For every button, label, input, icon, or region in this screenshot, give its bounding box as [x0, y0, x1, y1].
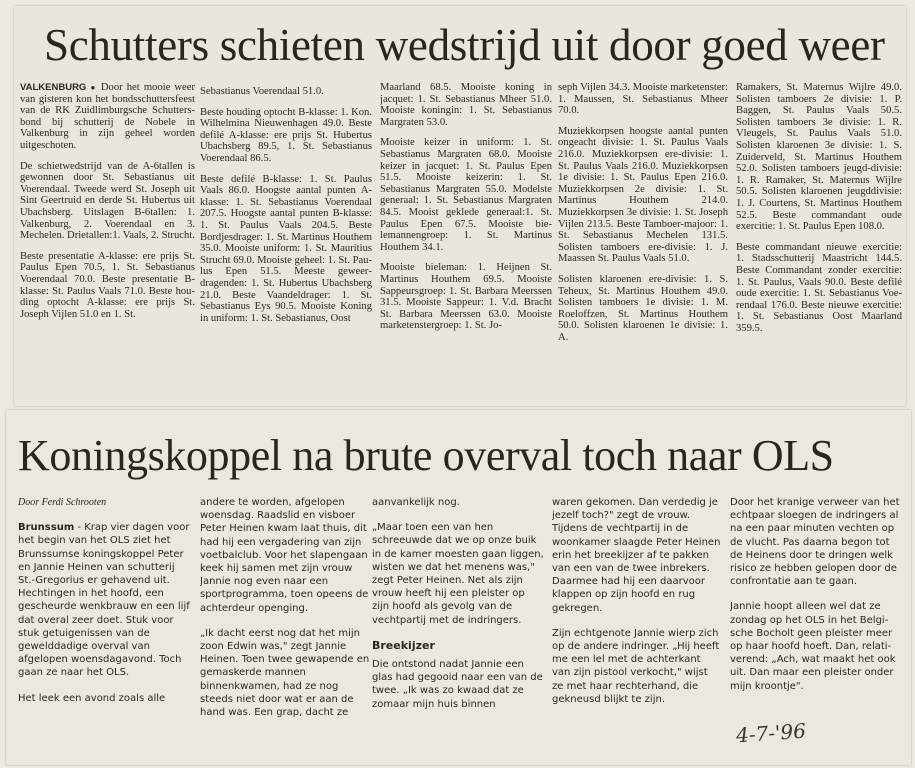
paragraph: De schietwedstrijd van de A-6tallen is gewonnen door St. Sebastianus uit Voerendaal. Tweede werd St. Joseph uit Sint Geertruid en derde St. Hubertus uit Ubachsberg. Uitslagen B-6tallen: 1. Valkenburg, 2. Voerendaal en 3. Mechelen. Drietallen:1. Vaals, 2. Strucht. — [20, 160, 195, 242]
article-column-5 — [736, 82, 902, 400]
article-column-4 — [552, 496, 722, 761]
article-clipping-schutters — [14, 6, 906, 406]
article-column-1 — [18, 496, 190, 761]
article-column-4 — [558, 82, 728, 400]
headline: Koningskoppel na brute overval toch naar OLS — [18, 431, 834, 480]
article-column-1 — [20, 82, 195, 400]
dateline: VALKENBURG — [20, 82, 87, 93]
article-column-2 — [200, 86, 372, 400]
article-clipping-koningskoppel — [6, 410, 911, 765]
paragraph: Maarland 68.5. Mooiste koning in jacquet: 1. St. Sebastianus Mheer 51.0. Mooiste koningin: 1. St. Sebastianus Margraten 53.0. — [380, 82, 552, 128]
paragraph: - Krap vier dagen voor het begin van het OLS ziet het Brunssumse koningskoppel Peter en Jannie Heinen van schutterij St.-Gregorius er gehavend uit. Hechtingen in het hoofd, een gescheurde wenkbrauw en een lijf dat overal zeer doet. Stuk voor stuk getuigenissen van de gewelddadige overval van afgelopen woensdagavond. Toch gaan ze naar het OLS. — [18, 522, 190, 679]
paragraph: Het leek een avond zoals alle — [18, 692, 166, 704]
paragraph: waren gekomen. Dan verdedig je jezelf toch?" zegt de vrouw. Tijdens de vechtpartij in de woonkamer slaagde Peter Heinen erin het breekijzer af te pakken van een van de twee inbrekers. Daarmee had hij een daarvoor klappen op zijn hoofd en rug gekregen. — [552, 497, 721, 614]
article-column-3 — [372, 496, 544, 761]
paragraph: Mooiste keizer in uniform: 1. St. Sebastianus Margraten 68.0. Mooiste keizer in jacquet: 1. St. Paulus Epen 51.5. Mooiste keizerin: 1. St. Sebastianus Margraten 55.0. Modelste generaal: 1. St. Sebastianus Margraten 84.5. Mooist geklede generaal:1. St. Paulus Epen 67.5. Mooiste bielemannengroep: 1. St. Martinus Houthem 34.1. — [380, 137, 552, 253]
bullet-icon: ● — [90, 83, 97, 92]
paragraph: seph Vijlen 34.3. Mooiste marketenster: 1. Maussen, St. Sebastianus Mheer 70.0. — [558, 82, 728, 117]
paragraph: Ramakers, St. Maternus Wijlre 49.0. Solisten tamboers 2e divisie: 1. P. Baggen, St. Paulus Vaals 50.5. Solisten tamboers 3e divisie: 1. R. Vleugels, St. Paulus Vaals 51.0. Solisten klaroenen 3e divisie: 1. S. Zuiderveld, St. Martinus Houthem 52.0. Solisten tamboers jeugd-divisie: 1. R. Ramaker, St. Maternus Wijlre 50.5. Solisten klaroenen jeugddivisie: 1. J. Courtens, St. Martinus Houthem 52.5. Beste commandant oude exercitie: 1. St. Paulus Epen 108.0. — [736, 82, 902, 233]
paragraph: Beste houding optocht B-klasse: 1. Kon. Wilhelmina Nieuwenhagen 49.0. Beste defilé A-klasse: ere prijs St. Hubertus Ubachsberg 89.5, 1. St. Sebastianus Voerendaal 86.5. — [200, 106, 372, 164]
paragraph: Door het kranige verweer van het echtpaar sloegen de indringers al na een paar minuten vechten op de vlucht. Pas daarna begon tot de Heinens door te dringen welk risico ze hebben gelopen door de confrontatie aan te gaan. — [730, 497, 900, 588]
paragraph: „Ik dacht eerst nog dat het mijn zoon Edwin was," zegt Jannie Heinen. Toen twee gewapende en gemaskerde mannen binnenkwamen, had ze nog steeds niet door wat er aan de hand was. Een grap, dacht ze — [200, 627, 370, 719]
paragraph: Beste defilé B-klasse: 1. St. Paulus Vaals 86.0. Hoogste aantal punten A-klasse: 1. St. Sebastianus Voerendaal 207.5. Hoogste aantal punten B-klasse: 1. St. Paulus Vaals 204.5. Beste Bordjesdrager: 1. St. Martinus Houthem 35.0. Mooiste uniform: 1. St. Mauritius Strucht 69.0. Mooiste geheel: 1. St. Paulus Epen 51.5. Meeste geweerdragenden: 1. St. Hubertus Ubachsberg 21.0. Beste Vaandeldrager: 1. St. Sebastianus Eys 90.5. Mooiste Koning in uniform: 1. St. Sebastianus, Oost — [200, 173, 372, 324]
article-column-2 — [200, 496, 370, 761]
paragraph: Sebastianus Voerendaal 51.0. — [200, 86, 324, 97]
subheading: Breekijzer — [372, 638, 435, 652]
paragraph: Solisten klaroenen ere-divisie: 1. S. Teheux, St. Martinus Houthem 49.0. Solisten tamboers 1e divisie: 1. M. Roeloffzen, St. Martinus Houthem 50.0. Solisten klaroenen 1e divisie: 1. A. — [558, 273, 728, 343]
paragraph: Beste presentatie A-klasse: ere prijs St. Paulus Epen 70.5, 1. St. Sebastianus Voerendaal 70.0. Beste presentatie B-klasse: St. Paulus Vaals 71.0. Beste houding optocht A-klasse: ere prijs St. Joseph Vijlen 51.0 en 1. St. — [20, 250, 195, 320]
article-column-3 — [380, 82, 552, 400]
handwritten-date: 4-7-'96 — [735, 718, 807, 748]
paragraph: Mooiste bieleman: 1. Heijnen St. Martinus Houthem 69.5. Mooiste Sappeursgroep: 1. St. Barbara Meerssen 31.5. Mooiste Sappeur: 1. V.d. Bracht St. Barbara Meerssen 63.0. Mooiste marketenstergroep: 1. St. Jo- — [380, 262, 552, 332]
paragraph: andere te worden, afgelopen woensdag. Raadslid en visboer Peter Heinen kwam laat thuis, dit had hij een vergadering van zijn voetbalclub. Voor het slapengaan keek hij samen met zijn vrouw Jannie nog even naar een sportprogramma, toen opeens de achterdeur openging. — [200, 497, 369, 614]
paragraph: „Maar toen een van hen schreeuwde dat we op onze buik in de kamer moesten gaan liggen, wisten we dat het menens was," zegt Peter Heinen. Net als zijn vrouw heeft hij een pleister op zijn hoofd als gevolg van de vechtpartij met de indringers. — [372, 522, 544, 626]
paragraph: Door het mooie weer van gisteren kon het bondsschuttersfeest van de RK Zuidlimburgsche Schuttersbond bij schutterij de Nobele in Valkenburg in zijn geheel worden uitgeschoten. — [20, 82, 195, 151]
dateline: Brunssum — [18, 522, 75, 534]
paragraph: Die ontstond nadat Jannie een glas had gegooid naar een van de twee. „Ik was zo kwaad dat ze zomaar mijn huis binnen — [372, 659, 543, 710]
byline: Door Ferdi Schrooten — [18, 497, 107, 508]
paragraph: aanvankelijk nog. — [372, 497, 460, 508]
paragraph: Beste commandant nieuwe exercitie: 1. Stadsschutterij Maastricht 144.5. Beste Commandant zonder exercitie: 1. St. Paulus, Vaals 90.0. Beste defilé oude exercitie: 1. St. Sebastianus Voerendaal 176.0. Beste nieuwe exercitie: 1. St. Sebastianus Oost Maarland 359.5. — [736, 241, 902, 334]
paragraph: Jannie hoopt alleen wel dat ze zondag op het OLS in het Belgische Bocholt geen pleister meer op haar hoofd hoeft. Dan, relativerend: „Ach, wat maakt het ook uit. Dan maar een pleister onder mijn kroontje". — [730, 601, 896, 692]
headline: Schutters schieten wedstrijd uit door goed weer — [44, 20, 885, 70]
paragraph: Muziekkorpsen hoogste aantal punten ongeacht divisie: 1. St. Paulus Vaals 216.0. Muziekkorpsen ere-divisie: 1. St. Paulus Vaals 216.0. Muziekkorpsen 1e divisie: 1. St. Paulus Epen 216.0. Muziekkorpsen 2e divisie: 1. St. Martinus Houthem 214.0. Muziekkorpsen 3e divisie: 1. St. Joseph Vijlen 213.5. Beste Tamboer-majoor: 1. St. Sebastianus Mechelen 131.5. Solisten tamboers ere-divisie: 1. J. Maassen St. Paulus Vaals 51.0. — [558, 125, 728, 265]
paragraph: Zijn echtgenote Jannie wierp zich op de andere indringer. „Hij heeft me een lel met de achterkant van zijn pistool verkocht," wijst ze met haar rechterhand, die gekneusd blijkt te zijn. — [552, 627, 720, 705]
